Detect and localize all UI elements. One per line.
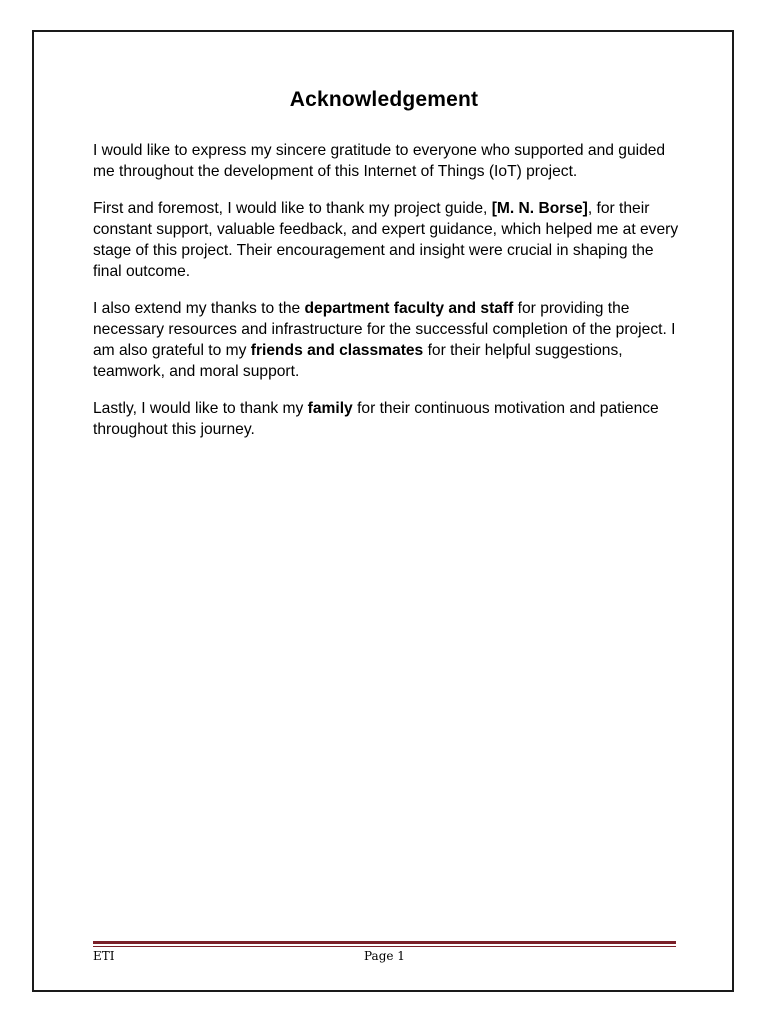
document-body	[93, 140, 683, 456]
footer-left-label: ETI	[93, 949, 115, 963]
footer-rule-thick	[93, 941, 676, 944]
paragraph-3-before: I also extend my thanks to the	[93, 300, 305, 317]
paragraph-4-before: Lastly, I would like to thank my	[93, 400, 308, 417]
guide-name: [M. N. Borse]	[491, 200, 588, 217]
paragraph-1	[93, 140, 683, 182]
paragraph-2-before: First and foremost, I would like to thank my project guide,	[93, 200, 492, 217]
department-faculty-emphasis: department faculty and staff	[304, 300, 514, 317]
page-number: Page 1	[364, 949, 405, 963]
friends-emphasis: friends and classmates	[250, 342, 424, 359]
paragraph-2-after: , for their constant support, valuable feedback, and expert guidance, which helped me at every stage of this project. Their encouragement and insight were crucial in shaping the final outcome.	[93, 200, 679, 280]
page-title: Acknowledgement	[289, 88, 479, 111]
paragraph-2	[93, 198, 683, 282]
paragraph-4	[93, 398, 683, 440]
paragraph-1-text: I would like to express my sincere gratitude to everyone who supported and guided me throughout the development of this Internet of Things (IoT) project.	[93, 142, 666, 180]
paragraph-3	[93, 298, 683, 382]
paragraph-3-after: for their helpful suggestions, teamwork, and moral support.	[93, 342, 623, 380]
paragraph-4-after: for their continuous motivation and patience throughout this journey.	[93, 400, 659, 438]
paragraph-3-middle: for providing the necessary resources and infrastructure for the successful completion of the project. I am also grateful to my	[93, 300, 676, 359]
footer-rule-thin	[93, 946, 676, 947]
family-emphasis: family	[307, 400, 353, 417]
